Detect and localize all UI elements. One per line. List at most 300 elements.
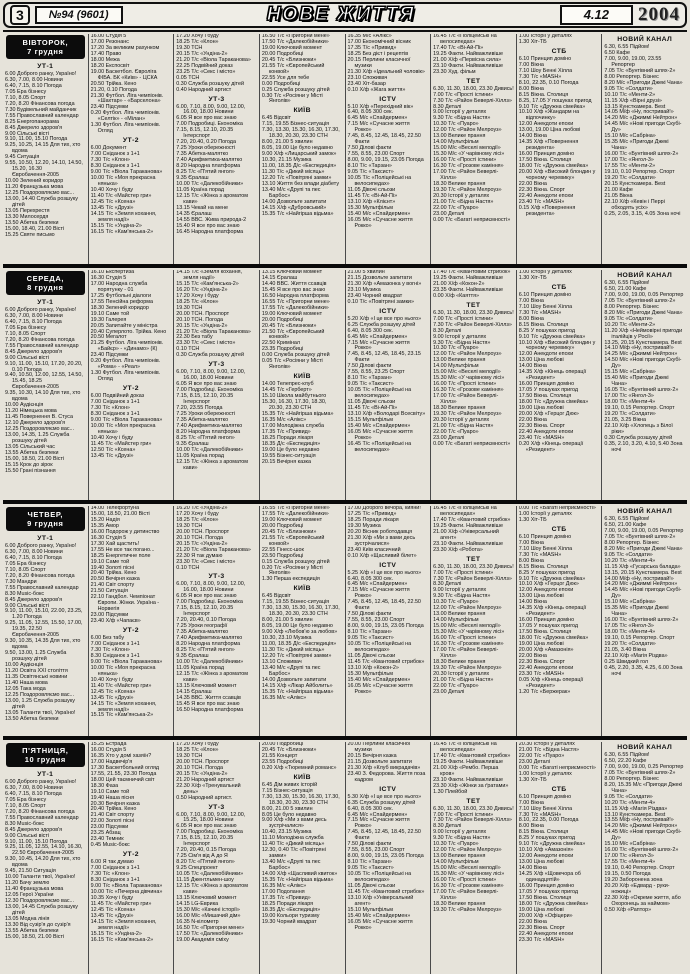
program-line: 17.50 Вікна. Столиця	[518, 393, 572, 400]
program-line: 16.50 Т/с «Пригорни мене»	[261, 34, 330, 39]
program-line: 6.30, 7.00, 8.00 Новини	[5, 548, 63, 555]
program-line: 13.45 Т/с «Друзі»	[90, 204, 134, 211]
program-line: 21.15 Дозвольте запитати	[347, 274, 412, 281]
program-line: 6.00 Я так думаю	[90, 859, 134, 866]
program-line: 10.00 Аудієнція	[5, 402, 44, 409]
listing-column	[346, 34, 432, 264]
program-line: 18.25 Поради лікаря	[347, 516, 399, 523]
program-line: 7.35 Абетка-малятко	[176, 151, 229, 158]
program-line: 11.05 Дівочі сльози	[347, 399, 396, 406]
program-line: 12.00 Анекдоти епохи	[518, 587, 574, 594]
program-line: 11.00, 18.35 Д/с «Експедиція»	[261, 163, 337, 170]
program-line: 18.25 Енергетичне поле	[90, 552, 151, 559]
program-line: 0.25 Служба розшуку дітей	[261, 86, 330, 93]
program-line: 9.10 Т/с «Дружна сімейка»	[518, 103, 586, 110]
program-line: 7.10, 8.05 Спорт	[5, 802, 46, 809]
program-line: 7.55, 8.55, 23.00 Спорт	[347, 847, 405, 854]
program-line: 16.05 М/с «Сучасне життя Рокко»	[347, 216, 413, 229]
program-line: 21.50 Ситуація	[90, 588, 128, 595]
program-line: 18.30 Велике прання	[433, 658, 486, 665]
program-line: 19.00 Це було недавно	[261, 446, 320, 453]
program-line: 13.40 М/с «Друпі та пес Барбос»	[261, 859, 321, 872]
program-line: 14.50 М/с «Нові пригоди Скубі-Ду»	[604, 357, 682, 370]
program-line: 15.00, 18.40, 21.00 Вісті	[5, 225, 65, 232]
masthead	[3, 2, 687, 28]
program-line: 13.00, 14.35, 1.25 Служба розшуку дітей	[5, 432, 70, 444]
program-line: 20.15 Т/с «Ундіна-2»	[176, 770, 228, 777]
program-line: 7.10 Шоу Бенні Хілла	[518, 303, 573, 310]
program-line: 15.35 Амор	[90, 522, 119, 529]
program-line: 8.25 У пошуках пригод	[518, 835, 576, 842]
program-line: 7.15, 8.15, 12.10, 20.35 Інтерспорт	[176, 127, 234, 140]
program-line: 19.00 Ціна любові	[518, 906, 564, 913]
program-line: 9.35 Єралаш	[176, 174, 209, 181]
program-line: 6.45 Відсвіт	[261, 593, 292, 600]
program-line: 20.10 ТСН. Погода	[176, 316, 224, 323]
program-line: 6.00 Доброго ранку, Україно!	[5, 779, 77, 785]
program-line: 11.45 Т/с «Ві-Ай-Пі»	[347, 192, 398, 199]
program-line: 15.20 Надія	[90, 516, 120, 523]
program-line: 18.35 Д/с «Експедиція»	[261, 440, 321, 447]
program-line: 11.20 Освіта XXI століття	[5, 668, 68, 675]
program-line: 9.30, 10.45, 14.20 Для тих, хто вдома	[5, 856, 81, 869]
program-line: 22.50 Кримінал	[261, 340, 301, 347]
program-line: 17.00 Надвечір'я	[90, 758, 133, 765]
channel-header: УТ-1	[37, 299, 54, 306]
program-line: 17.40 Т/с «Квантовий стрибок»	[433, 270, 511, 275]
program-line: 1.00 Історії у деталях	[518, 510, 572, 517]
program-line: 13.15, 20.15 Кунсткамера. Best	[604, 569, 682, 576]
program-line: 15.35 Т/с «Найгірша відьма»	[261, 688, 334, 695]
program-line: 13.15 Кунсткамера. Best	[604, 103, 666, 110]
program-line: 17.55 Т/с «Менти-2»	[604, 163, 656, 170]
program-line: 6.00 Доброго ранку, Україно!	[5, 543, 77, 549]
program-line: 1.30 Хіт-ТБ	[518, 274, 547, 281]
program-line: 13.05 Перехрестя	[5, 207, 50, 214]
listing-column	[431, 34, 517, 264]
program-line: 21.00 Т/с «Бідна Настя»	[433, 676, 494, 683]
listing-column	[431, 270, 517, 500]
program-line: 7.45, 8.45, 12.45, 18.45, 22.50 Факти	[347, 829, 421, 842]
program-line: 19.30 ТСН	[176, 304, 203, 311]
program-line: 10.20 Т/с «Менти-4»	[604, 799, 656, 806]
program-line: 12.00 Анекдоти епохи	[518, 853, 574, 860]
program-line: 19.30 Т/с «Район Мелроуз»	[433, 186, 502, 193]
program-line: 20.00 ТСН. Проспорт	[176, 528, 230, 535]
program-line: 22.25 Подвійний доказ	[176, 62, 233, 69]
program-line: 18.20 Експосвіт	[90, 62, 130, 69]
program-line: 18.00 Т/с «Дружна сімейка»	[518, 163, 589, 170]
program-line: 14.35 Х/ф «Кінець операції «Резидент»	[518, 369, 587, 382]
program-line: 19.30 Чорний квадрат	[261, 918, 317, 925]
program-line: 8.30 Сніданок з 1+1	[90, 652, 140, 659]
program-line: 16.05 М/с «Сучасне життя Рокко»	[347, 682, 413, 695]
program-line: 20.00 Подробиці	[261, 522, 304, 529]
program-line: 17.00 Т/с «Район Беверлі-Хіллз»	[433, 888, 499, 901]
program-line: 18.25 Т/с «Клон»	[176, 746, 219, 753]
program-line: 11.40 Т/с «Майстер гри»	[90, 682, 152, 689]
program-line: 11.40 Французька мова	[5, 886, 64, 893]
program-line: 7.10, 8.05 Спорт	[5, 94, 46, 101]
program-line: 21.20, 0.10 Погода	[90, 86, 137, 93]
program-line: 10.00 Т/с «Далекобійники»	[176, 658, 244, 665]
program-line: 23.00 Деталі	[433, 210, 465, 217]
program-line: 16.00 Т/с «Прості істини»	[433, 381, 497, 388]
program-line: 9.05 Т/с «Таксист»	[347, 169, 394, 176]
program-line: 11.20 Бачу землю	[5, 880, 50, 887]
program-line: 7.55 Православний календар	[5, 342, 79, 349]
program-line: 7.15, 8.15, 12.10, 20.35 Інтерспорт	[176, 393, 234, 406]
program-line: 0.10 Х/ф «Жага життя»	[347, 86, 406, 93]
program-line: 17.00 Т/с «Район Беверлі-Хіллз»	[433, 169, 499, 181]
day-date: 9 грудня	[27, 519, 64, 528]
program-line: 19.30 ТСН	[176, 522, 203, 529]
program-line: 17.00 Т/с «Район Беверлі-Хіллз»	[433, 393, 499, 406]
program-line: 7.10 Шоу Бенні Хілла	[518, 805, 573, 812]
program-line: 21.00 Х/ф «Універсальний агент»	[433, 528, 499, 541]
program-line: 10.30 Т/с «Пуаро»	[433, 841, 479, 848]
program-line: 11.10 Молодіжна служба	[261, 835, 324, 842]
program-line: 8.00, 21.00 5 хвилин	[261, 617, 313, 624]
program-line: 8.10 Т/с «Тарзан»	[347, 375, 392, 382]
program-line: 16.10 Експертиза	[90, 270, 135, 275]
program-line: 19.30 Музика	[347, 522, 381, 529]
program-line: 20.40 Трійка. Кено	[90, 570, 137, 577]
program-line: 12.00 Т/с «Район Мелроуз»	[433, 847, 502, 854]
program-line: 6.40, 8.05 300 сек.	[347, 805, 394, 812]
program-line: 7.15, 19.55 Бізнес-ситуація	[261, 121, 330, 128]
program-line: 12.05 Герої України	[5, 892, 54, 899]
program-line: 13.00 Ціна любові	[518, 859, 564, 866]
day-header	[6, 271, 85, 295]
program-line: 7.20, 20.40, 0.15 Погода	[176, 847, 236, 854]
program-line: 10.30, 23.10 Музика	[261, 635, 312, 642]
program-line: 11.45 Т/с «Квантовий стрибок»	[347, 888, 425, 895]
program-line: 7.05 Т/с «Бунтівний шлях-2»	[604, 67, 676, 74]
program-line: 8.15 Вікна. Столиця	[518, 91, 569, 98]
program-line: 9.10 Т/с «Дружна сімейка»	[518, 575, 586, 582]
program-line: 0.30 Т/с «Росіяни у Місті Янголів»	[261, 92, 323, 105]
program-line: 16.15 Т/с «Кам'янська-2»	[90, 228, 154, 235]
program-line: 7.00 Т/с «Прості істини»	[433, 315, 494, 322]
program-line: 15.30 Мультфільм	[347, 204, 393, 211]
program-line: 18.00 Т/с «Менти-4»	[604, 399, 656, 406]
channel-header: ICTV	[379, 307, 397, 315]
program-line: 9.30, 10.35, 14.35 Для тих, хто вдома	[5, 638, 81, 651]
program-line: 8.10 Т/с «Тарзан»	[347, 163, 392, 170]
program-line: 23.40 З. Федорова. Життя поза кадром	[347, 770, 426, 783]
program-line: 8.30 Сніданок з 1+1	[90, 410, 140, 417]
program-line: 10.40 Хочу і буду	[90, 676, 134, 683]
program-line: 8.10 Т/с «Тарзан»	[347, 859, 392, 866]
program-line: 6.00 Документ	[90, 145, 127, 152]
program-line: 15.15 Т/с «Кам'янська-2»	[90, 712, 154, 719]
program-line: 11.45 Т/с «Майстер гри»	[90, 900, 152, 907]
program-line: 9.25, 11.05, 12.55, 14.10, 16.30, 22.50 Євробачення-2005	[5, 844, 83, 857]
program-line: 0.10 ТСН	[176, 564, 200, 571]
program-line: 9.25, 11.05, 12.55, 15.50, 17.00, 19.35, 22.50 Євробачення-2005	[5, 620, 83, 639]
program-line: 7.00, 9.00, 19.00, 0.05 Репортер	[604, 291, 684, 298]
day-header	[6, 507, 85, 531]
program-line: 17.50 Вікна. Столиця	[518, 157, 572, 164]
program-line: 8.00 Вікна	[518, 557, 544, 564]
program-line: 10.30 Т/с «Пуаро»	[433, 345, 479, 352]
program-line: 7.20, 8.20 Фінансова погода	[5, 100, 75, 107]
program-line: 14.35 ВВС. Життя ссавців	[176, 694, 241, 701]
program-line: 20.30 Історії у деталях	[518, 742, 575, 747]
program-line: 8.20, 15.35 М/с «Пригоди Джекі Чана»	[604, 781, 683, 794]
program-line: 23.00 Деталі	[518, 758, 550, 765]
program-line: 9.00 Історії у деталях	[433, 587, 487, 594]
program-line: 20.50 Мегалот	[90, 334, 127, 341]
day-date: 8 грудня	[27, 283, 64, 292]
program-line: 9.05 Т/с «Таксист»	[347, 635, 394, 642]
program-line: 16.50 Народна платформа	[176, 706, 244, 713]
program-line: 20.00 Х/ф «Герцог Дюк»	[518, 410, 579, 417]
program-line: 16.00 Принцип доміно	[518, 617, 575, 624]
program-line: 17.55 Т/с «Далекобійники»	[261, 304, 329, 311]
program-line: 17.55, 21.55, 23.30 Погода	[90, 770, 157, 777]
program-line: 7.50 Ділові факти	[347, 841, 392, 848]
program-line: 17.40 Т/с «Квантовий стрибок»	[433, 752, 511, 759]
program-line: 6.45 М/с «Спайдермен»	[347, 581, 408, 588]
day-section	[3, 268, 687, 504]
program-line: 13.45 Т/с «Друзі»	[90, 694, 134, 701]
program-line: 8.15 Вікна. Столиця	[518, 829, 569, 836]
program-line: 7.00 Сніданок з 1+1	[90, 641, 140, 648]
program-line: 0.20 Т/с «Росіяни у Місті Янголів»	[261, 564, 323, 577]
listing-column	[89, 34, 175, 264]
program-line: 14.00 Вікна	[518, 599, 547, 606]
channel-header: СТБ	[551, 47, 567, 55]
program-line: 13.15 Чекай на мене	[176, 204, 228, 211]
program-line: 22.40 Анекдоти епохи	[518, 664, 574, 671]
program-line: 9.05 Т/с «Солдати»	[604, 551, 653, 558]
program-line: 9.05 Т/с «Солдати»	[604, 85, 653, 92]
program-line: 23.30 Х/ф «Жінки за ґратами»	[433, 782, 509, 789]
program-line: 19.10, 0.10 Репортер. Спорт	[604, 169, 675, 176]
program-line: 7.25 Сім'я від А до Я	[176, 853, 228, 860]
program-line: 14.00 Вікна	[518, 363, 547, 370]
program-line: 16.30 Т/с «Грозове каміння»	[433, 387, 504, 394]
program-line: 0.20 Футбол. Ліга чемпіонів. «Селтік» - «Мілан»	[90, 110, 161, 123]
program-line: 11.15 Х/ф «Гусарська балада»	[604, 563, 681, 570]
program-line: 19.30 ТСН	[176, 44, 203, 51]
program-line: 13.55 Абетка безпеки	[5, 927, 59, 934]
program-line: 23.40 Т/с «MASH»	[518, 434, 565, 441]
program-line: 18.25 Т/с «Клон»	[176, 298, 219, 305]
program-line: 21.05, 3.25 Вікна	[604, 416, 646, 423]
program-line: 15.15 М/с «Сабріна»	[604, 369, 656, 376]
day-section	[3, 504, 687, 740]
program-line: 8.30 Сніданок з 1+1	[90, 877, 140, 884]
program-line: 17.40 Т/с «Квантовий стрибок»	[433, 516, 511, 523]
program-line: 13.55 Абетка безпеки	[5, 449, 59, 456]
program-line: 17.00 Т/с «Район Беверлі-Хіллз»	[433, 646, 499, 659]
program-line: 23.55 Подробиці	[261, 758, 304, 765]
program-line: 15.45 Я все про вас знаю	[176, 700, 240, 707]
program-line: 20.00 Подробиці	[261, 50, 304, 57]
program-line: 14.25 Х/ф «Щовечора об одинадцятій»	[518, 871, 581, 884]
program-line: 6.40, 7.15, 8.10 Погода	[5, 318, 62, 325]
program-line: 17.50 Вікна. Столиця	[518, 629, 572, 636]
program-line: 9.00 Т/с «Віола Тараканова»	[90, 658, 163, 665]
program-line: 17.35 Т/с «Привид»	[261, 894, 311, 901]
program-line: 21.40 Світ спорту	[90, 812, 135, 819]
program-line: 19.20 Т/с «Солдати»	[604, 174, 656, 181]
day-header	[6, 35, 85, 59]
program-line: 23.10 Споживач	[347, 74, 388, 81]
program-line: 14.40 ВВС. Життя ссавців	[261, 280, 327, 287]
program-line: 10.30 Т/с «Пуаро»	[433, 121, 479, 128]
program-line: 9.40, 10.50, 12.00, 12.55, 14.50, 15.45, 18.25 Євробачення-2005	[5, 372, 83, 391]
program-line: 17.50 Т/с «Далекобійники»	[261, 38, 329, 45]
program-line: 10.05 Т/с «Далекобійники»	[176, 871, 244, 878]
program-line: 17.00 Економічний вісник	[347, 38, 411, 45]
program-line: 16.35 М/с «Алікс»	[261, 694, 307, 701]
program-line: 21.00 Х/ф «Первісна сила»	[433, 56, 502, 63]
program-line: 20.00 Х/ф «Високий блондин у чорному черевику»	[518, 169, 596, 181]
program-line: 11.45 Т/с «Ві-Ай-Пі»	[347, 405, 398, 412]
program-line: 17.25 Футбольні діалоги	[90, 292, 151, 299]
program-line: 11.40 Т/с «Майстер гри»	[90, 192, 152, 199]
program-line: 11.40 Наша мова	[5, 679, 48, 686]
program-line: 12.10 Джерело здоров'я	[5, 420, 66, 427]
program-line: 16.00 Принцип доміно	[518, 151, 575, 158]
program-line: 7.10, 8.05 Спорт	[5, 566, 46, 573]
program-line: 9.35, 10.30, 14.10 Для тих, хто вдома	[5, 390, 81, 403]
program-line: 8.00 Репортер. Бізнес	[604, 775, 659, 782]
channel-header: УТ-2	[122, 137, 139, 145]
program-line: 9.00 Х/ф «Любов'ю за любов»	[261, 629, 338, 636]
program-line: 22.30 Я так думаю	[176, 552, 223, 559]
program-line: 18.00 Межа	[90, 56, 120, 63]
program-line: 18.30 Фаза	[90, 782, 119, 789]
program-line: 20.00 Перлини класичної музики	[347, 742, 411, 753]
day-name: П'ЯТНИЦЯ,	[22, 746, 69, 755]
program-line: 6.50 Кафе	[604, 49, 630, 56]
program-line: 21.30 Х/ф «Клуб викрадачів»	[347, 764, 421, 771]
program-line: 6.40, 7.15, 8.10 Погода	[5, 82, 62, 89]
program-line: 10.00 Зелений коридор	[5, 178, 64, 185]
program-line: 17.50 Т/с «Далекобійники»	[176, 930, 244, 937]
program-line: 12.15 Т/с «Жінка з ароматом кави»	[176, 458, 249, 471]
program-line: 15.40 М/с «Спайдермен»	[347, 210, 411, 217]
program-line: 9.10, 11.00, 15.10 Погода	[5, 838, 68, 845]
program-line: 17.00 Подолання	[261, 888, 305, 895]
program-line: 23.50 Подробиці	[261, 552, 304, 559]
program-line: 0.15 Х/ф «Повернення резидента»	[518, 204, 576, 217]
program-line: 14.00 Мультфільм	[433, 859, 479, 866]
program-line: 14.15 Єралаш	[176, 688, 212, 695]
program-line: 7.05 Т/с «Бунтівний шлях-2»	[604, 297, 676, 304]
program-line: 14.20 М/с «Джиммі Нейтрон»	[604, 581, 678, 588]
program-line: 6.30, 11.30, 18.00, 23.30 Дивись!	[433, 563, 514, 570]
program-line: 15.25 Святе письмо	[5, 231, 55, 238]
program-line: 15.30 М/с «У чарівному лісі»	[433, 151, 505, 158]
program-line: 19.00 Ключовий момент	[261, 310, 323, 317]
program-line: 13.00 Ціна любові	[518, 593, 564, 600]
program-line: 7.50 Ділові факти	[347, 363, 392, 370]
program-line: 12.20 Т/с «Повітряні замки»	[261, 652, 332, 659]
program-line: 13.10 Х/ф «Володарі Всесвіту»	[347, 410, 426, 417]
program-line: 7.30 Т/с «Клон»	[90, 405, 130, 412]
program-line: 15.00 М/с «Веселі мелодії»	[433, 865, 501, 872]
program-line: 7.20, 20.40, 0.10 Погода	[176, 617, 236, 624]
program-line: 10.40 Хочу і буду	[90, 434, 134, 441]
program-line: 19.00 Кольори туризму	[261, 912, 320, 919]
program-line: 10.35 Хочу і буду	[90, 894, 134, 901]
channel-header: ICTV	[379, 95, 397, 103]
program-line: 20.45 Т/с «Близнюки»	[261, 746, 317, 753]
program-line: 21.00 Х/ф «Рембо. Перша кров»	[433, 764, 499, 777]
program-line: 1.30 Перша експедиція	[261, 576, 320, 583]
program-line: 19.30 ТСН	[176, 752, 203, 759]
program-line: 8.20 М/с «Пригоди Джекі Чана»	[604, 545, 683, 552]
program-line: 17.40 Т/с «Ві-Ай-Пі»	[433, 44, 484, 51]
program-line: 7.00 Вікна	[518, 539, 544, 546]
program-line: 20.10 ТСН. Погода	[176, 764, 224, 771]
listing-column	[3, 34, 89, 264]
program-line: 1.30 Хіт-ТБ	[518, 38, 547, 45]
program-line: 9.10 Т/с «Дружна сімейка»	[518, 841, 586, 848]
program-line: 7.35 Абетка-малятко	[176, 416, 229, 423]
day-header	[6, 743, 85, 767]
program-line: 20.40 Суперлото. Трійка. Кено	[90, 328, 167, 335]
program-line: 9.10, 11.00, 15.10, 17.20, 20.20, 0.10 Погода	[5, 360, 83, 373]
program-line: 19.00 Ціна любові	[518, 405, 564, 412]
program-line: 14.00 Дозвольте запитати	[261, 198, 327, 205]
program-line: 10.30 Т/с «Пуаро»	[433, 599, 479, 606]
program-line: 14.35 Х/ф «Повернення резидента»	[518, 139, 579, 152]
program-line: 15.00, 18.50, 21.00 Вісті	[5, 455, 65, 462]
program-line: 13.10 Кунсткамера. Best	[604, 811, 666, 818]
program-line: 10.00 Аудієнція	[5, 662, 44, 669]
channel-header: ТЕТ	[466, 797, 481, 805]
program-line: 23.40 Чорний квадрат	[347, 292, 403, 299]
program-line: 16.55 Т/с «Пригорни мене»	[261, 506, 330, 511]
program-line: 20.50 Вечірня казка	[90, 576, 140, 583]
program-line: 1.00 Історії у деталях	[518, 34, 572, 39]
channel-header: СТБ	[551, 283, 567, 291]
program-line: 21.20 Т/с «Віола Тараканова»	[176, 328, 251, 335]
channel-header: ICTV	[379, 561, 397, 569]
program-line: 7.55, 8.55, 23.00 Спорт	[347, 617, 405, 624]
program-line: 8.25 Т/с «П'ятий янгол»	[176, 646, 235, 653]
program-line: 16.00 Подорож у дитинство	[90, 528, 160, 535]
program-line: 20.20 Х/ф «Едвард - руки-ножиці»	[604, 882, 670, 895]
program-line: 7.45, 8.45, 12.45, 18.45, 23.15 Факти	[347, 351, 421, 364]
program-line: 16.45 Т/с «Поліцейські на велосипедах»	[433, 506, 497, 517]
program-line: 20.15 Вечірня казка	[261, 458, 312, 465]
program-line: 12.45 Т/с «Ксена»	[90, 906, 136, 913]
program-line: 20.30 Історії у деталях	[433, 192, 490, 199]
program-line: 8.10, 22.35, 0.00 Погода	[518, 817, 579, 824]
program-line: 23.30 Т/с «MASH»	[518, 670, 565, 677]
listing-column	[174, 742, 260, 974]
newspaper-title: НОВЕ ЖИТТЯ	[266, 4, 416, 25]
program-line: 17.55 Т/с «Далекобійники»	[261, 510, 329, 517]
channel-header: КИЇВ	[293, 373, 311, 381]
program-line: 19.15, 0.50 Погода	[604, 871, 651, 878]
program-line: 7.55 Православний календар	[5, 584, 79, 591]
program-line: 12.00 Анекдоти епохи	[518, 121, 574, 128]
program-line: 8.00 Вікна	[518, 315, 544, 322]
program-line: 6.30, 11.30, 18.00, 23.30 Дивись!	[433, 805, 514, 812]
program-line: 7.50 Ділові факти	[347, 611, 392, 618]
program-line: 5.25 Х/ф «І це все про нього»	[347, 569, 422, 576]
program-line: 8.00 Вікна	[518, 85, 544, 92]
